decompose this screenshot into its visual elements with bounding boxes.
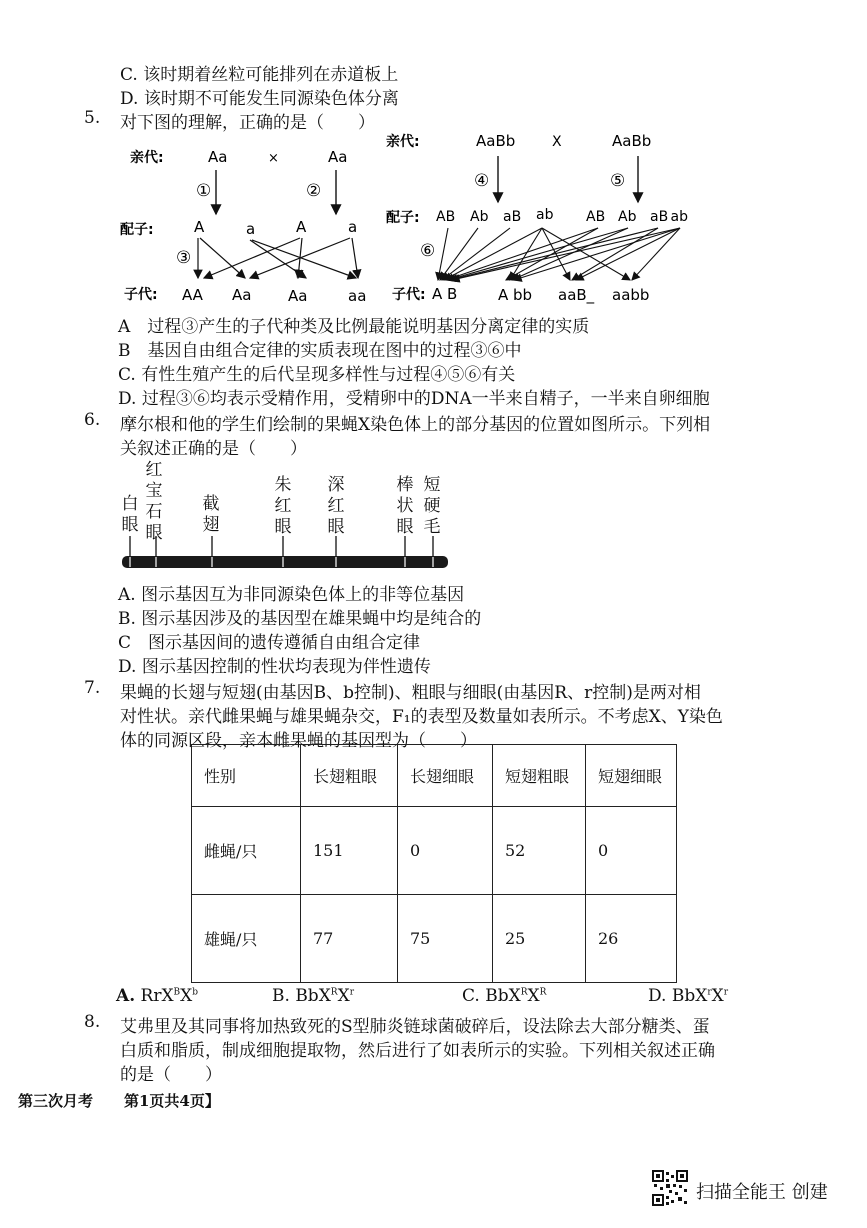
- table-header-row: [192, 745, 677, 807]
- table-cell: 25: [493, 895, 586, 983]
- option-c: C. $BbX^RX^R$: [462, 986, 547, 1006]
- parent-label: 亲代:: [386, 134, 420, 150]
- question-stem-line-2: 关叙述正确的是（ ）: [120, 439, 307, 459]
- question-stem-line-1: 果蝇的长翅与短翅(由基因B、b控制)、粗眼与细眼(由基因R、r控制)是两对相: [120, 683, 701, 703]
- q4-option-c: C. 该时期着丝粒可能排列在赤道板上: [120, 65, 399, 85]
- gamete-label: 配子:: [386, 210, 420, 226]
- footer-exam-name: 第三次月考: [18, 1092, 94, 1110]
- parent-genotype: AaBb: [612, 132, 652, 150]
- parent-label: 亲代:: [130, 150, 164, 166]
- watermark-text: 扫描全能王 创建: [696, 1182, 828, 1203]
- question-number: 5.: [84, 108, 101, 128]
- gamete: a: [246, 220, 256, 238]
- option-b: B. 图示基因涉及的基因型在雄果蝇中均是纯合的: [118, 609, 482, 629]
- q4-option-d: D. 该时期不可能发生同源染色体分离: [120, 89, 399, 109]
- step-marker: ②: [306, 181, 322, 201]
- step-marker: ④: [474, 171, 490, 191]
- option-c: C. 有性生殖产生的后代呈现多样性与过程④⑤⑥有关: [118, 365, 516, 385]
- option-a: A. 图示基因互为非同源染色体上的非等位基因: [118, 585, 465, 605]
- gamete: a: [348, 218, 358, 236]
- offspring: Aa: [232, 286, 252, 304]
- question-stem-line-3: 的是（ ）: [120, 1065, 222, 1085]
- gamete: A: [194, 218, 205, 236]
- question-stem-line-1: 艾弗里及其同事将加热致死的S型肺炎链球菌破碎后，设法除去大部分糖类、蛋: [120, 1017, 710, 1037]
- qr-code-icon: [652, 1170, 688, 1206]
- question-number: 7.: [84, 678, 101, 698]
- question-number: 8.: [84, 1012, 101, 1032]
- gene-label-carmine-eye: 深 红 眼: [327, 475, 345, 537]
- table-header: 短翅粗眼: [493, 745, 586, 807]
- question-stem-line-3: 体的同源区段，亲本雌果蝇的基因型为（ ）: [120, 731, 477, 751]
- offspring: A B: [432, 285, 458, 303]
- question-number: 6.: [84, 410, 101, 430]
- option-b: B 基因自由组合定律的实质表现在图中的过程③⑥中: [118, 341, 522, 361]
- offspring: A bb: [498, 286, 533, 304]
- step-marker: ①: [196, 181, 212, 201]
- gamete: Ab: [470, 209, 489, 225]
- parent-genotype: AaBb: [476, 132, 516, 150]
- gene-label-vermilion-eye: 朱 红 眼: [274, 475, 292, 537]
- gamete: ab: [670, 209, 688, 225]
- gamete: aB: [503, 209, 522, 225]
- offspring-label: 子代:: [392, 287, 426, 303]
- gamete-label: 配子:: [120, 222, 154, 238]
- cross-symbol: X: [552, 134, 562, 150]
- option-d: D. $BbX^rX^r$: [648, 986, 729, 1006]
- table-header: 长翅细眼: [398, 745, 493, 807]
- table-cell: 0: [398, 807, 493, 895]
- table-header: 性别: [192, 745, 301, 807]
- parent-genotype: Aa: [208, 148, 228, 166]
- gene-label-bar-eye: 棒 状 眼: [396, 475, 414, 537]
- table-row: [192, 895, 677, 983]
- step-marker: ⑤: [610, 171, 626, 191]
- option-a: A 过程③产生的子代种类及比例最能说明基因分离定律的实质: [118, 317, 590, 337]
- table-cell: 26: [586, 895, 677, 983]
- table-cell: 0: [586, 807, 677, 895]
- footer-page-number: 第1页共4页】: [124, 1092, 220, 1110]
- gamete: aB: [650, 209, 669, 225]
- offspring: AA: [182, 286, 203, 304]
- table-row: [192, 807, 677, 895]
- option-d: D. 过程③⑥均表示受精作用，受精卵中的DNA一半来自精子，一半来自卵细胞: [118, 389, 710, 409]
- gamete: A: [296, 218, 307, 236]
- option-b: B. $BbX^RX^r$: [272, 986, 354, 1006]
- offspring-label: 子代:: [124, 287, 158, 303]
- gene-label-cut-wing: 截 翅: [202, 494, 220, 535]
- question-stem-line-2: 对性状。亲代雌果蝇与雄果蝇杂交，F₁的表型及数量如表所示。不考虑X、Y染色: [120, 707, 723, 727]
- gene-label-bristle: 短 硬 毛: [423, 475, 441, 537]
- option-a: A. $RrX^BX^b$: [116, 986, 199, 1006]
- gene-label-ruby-eye: 红 宝 石 眼: [145, 460, 163, 543]
- table-cell: 151: [301, 807, 398, 895]
- table-cell: 52: [493, 807, 586, 895]
- x-chromosome-diagram: [118, 536, 452, 568]
- gamete: ab: [536, 207, 554, 223]
- offspring: aa: [348, 287, 367, 305]
- gamete: Ab: [618, 209, 637, 225]
- genetics-cross-diagram: [110, 128, 690, 310]
- table-cell: 77: [301, 895, 398, 983]
- question-stem: 对下图的理解，正确的是（ ）: [120, 113, 375, 133]
- option-d: D. 图示基因控制的性状均表现为伴性遗传: [118, 657, 431, 677]
- gamete: AB: [436, 209, 456, 225]
- question-stem-line-1: 摩尔根和他的学生们绘制的果蝇X染色体上的部分基因的位置如图所示。下列相: [120, 415, 711, 435]
- gamete: AB: [586, 209, 606, 225]
- table-cell: 75: [398, 895, 493, 983]
- option-c: C 图示基因间的遗传遵循自由组合定律: [118, 633, 421, 653]
- table-header: 短翅细眼: [586, 745, 677, 807]
- table-cell: 雌蝇/只: [192, 807, 301, 895]
- offspring: aaB_: [558, 286, 595, 304]
- parent-genotype: Aa: [328, 148, 348, 166]
- table-cell: 雄蝇/只: [192, 895, 301, 983]
- offspring: aabb: [612, 286, 650, 304]
- offspring: Aa: [288, 287, 308, 305]
- step-marker: ③: [176, 248, 192, 268]
- phenotype-table: [191, 744, 677, 983]
- gene-label-white-eye: 白 眼: [121, 494, 139, 535]
- table-header: 长翅粗眼: [301, 745, 398, 807]
- question-stem-line-2: 白质和脂质，制成细胞提取物，然后进行了如表所示的实验。下列相关叙述正确: [120, 1041, 715, 1061]
- step-marker: ⑥: [420, 241, 436, 261]
- cross-symbol: ×: [268, 151, 279, 166]
